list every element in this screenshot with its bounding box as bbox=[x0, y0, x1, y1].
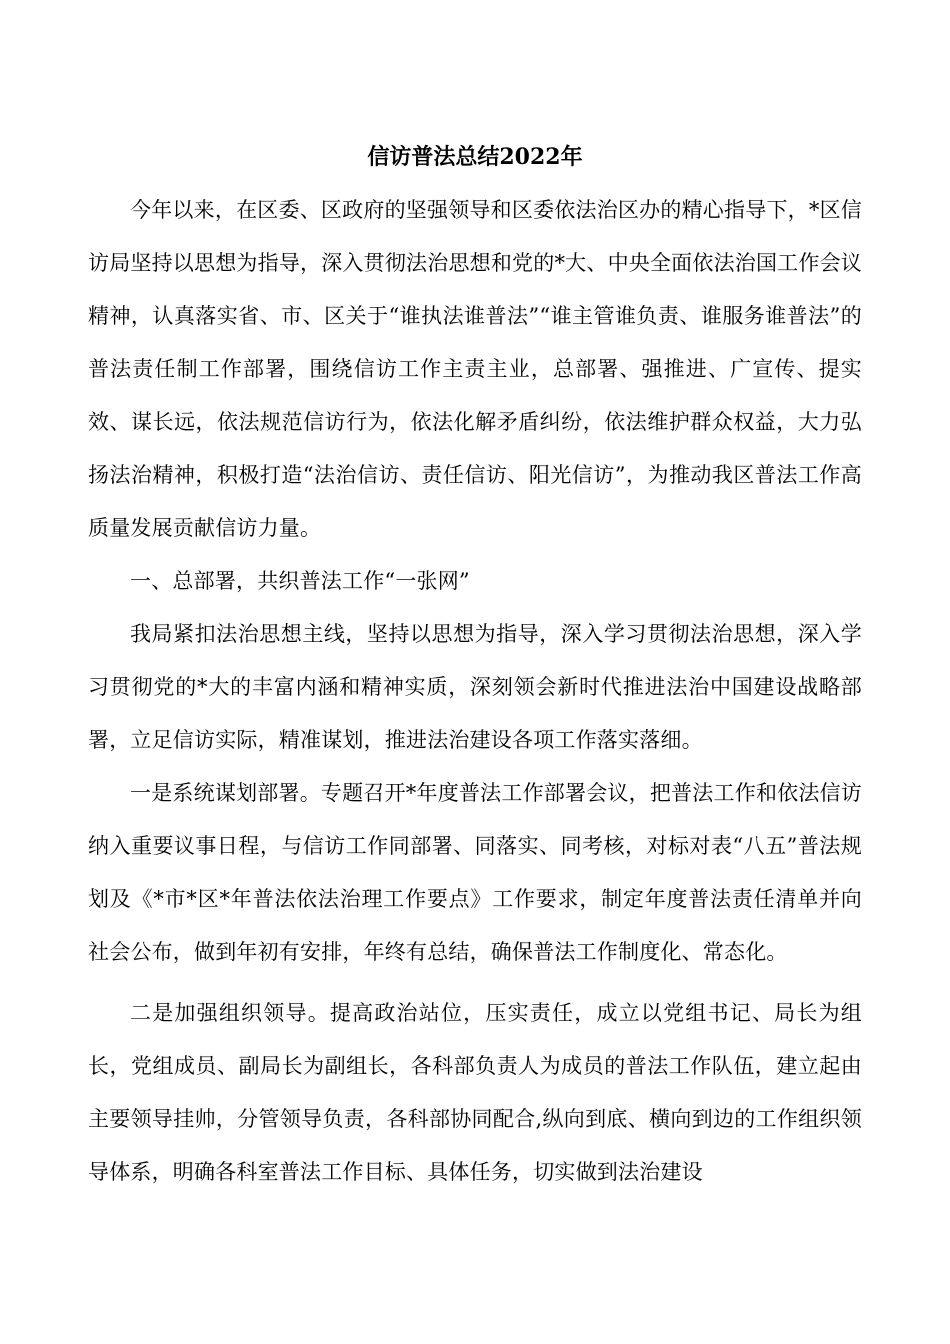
item-1-paragraph: 一是系统谋划部署。专题召开*年度普法工作部署会议，把普法工作和依法信访纳入重要议事日程，与信访工作同部署、同落实、同考核，对标对表“八五”普法规划及《*市*区*年普法依法治理工作要点》工作要求，制定年度普法责任清单并向社会公布，做到年初有安排，年终有总结，确保普法工作制度化、常态化。 bbox=[88, 781, 862, 964]
intro-paragraph: 今年以来，在区委、区政府的坚强领导和区委依法治区办的精心指导下，*区信访局坚持以思想为指导，深入贯彻法治思想和党的*大、中央全面依法治国工作会议精神，认真落实省、市、区关于“谁执法谁普法”“谁主管谁负责、谁服务谁普法”的普法责任制工作部署，围绕信访工作主责主业，总部署、强推进、广宣传、提实效、谋长远，依法规范信访行为，依法化解矛盾纠纷，依法维护群众权益，大力弘扬法治精神，积极打造“法治信访、责任信访、阳光信访”，为推动我区普法工作高质量发展贡献信访力量。 bbox=[88, 198, 862, 540]
document-title: 信访普法总结2022年 bbox=[367, 144, 583, 170]
item-2-paragraph: 二是加强组织领导。提高政治站位，压实责任，成立以党组书记、局长为组长，党组成员、副局长为副组长，各科部负责人为成员的普法工作队伍，建立起由主要领导挂帅，分管领导负责，各科部协同配合,纵向到底、横向到边的工作组织领导体系，明确各科室普法工作目标、具体任务，切实做到法治建设 bbox=[88, 1001, 862, 1184]
section-1-body-paragraph: 我局紧扣法治思想主线，坚持以思想为指导，深入学习贯彻法治思想，深入学习贯彻党的*大的丰富内涵和精神实质，深刻领会新时代推进法治中国建设战略部署，立足信访实际，精准谋划，推进法治建设各项工作落实落细。 bbox=[88, 622, 862, 752]
document-body bbox=[88, 137, 862, 1199]
section-1-heading: 一、总部署，共织普法工作“一张网” bbox=[130, 569, 470, 593]
